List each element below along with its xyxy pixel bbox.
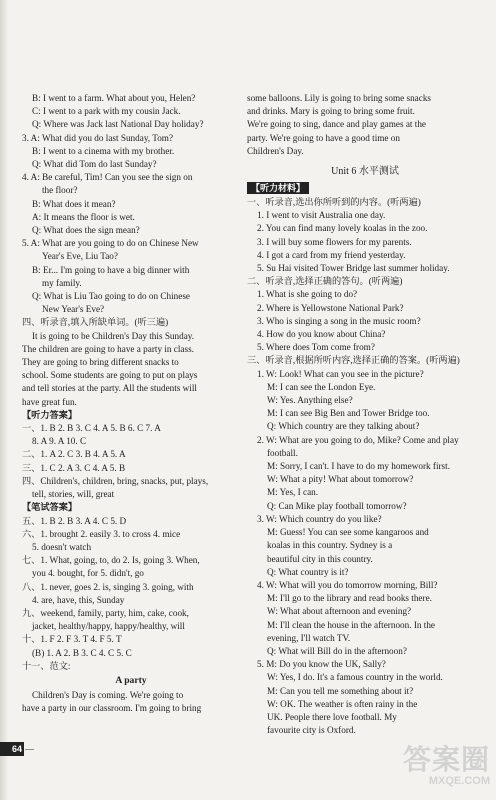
text-line: Q: What is Liu Tao going to do on Chinese [32, 291, 190, 302]
text-line: Q: What will Bill do in the afternoon? [267, 645, 407, 656]
essay-continued-line: Children's Day. [247, 145, 304, 156]
text-line: C: I went to a park with my cousin Jack. [32, 106, 181, 117]
text-line: 三、听录音,根据所听内容,选择正确的答案。(听两遍) [247, 355, 460, 366]
text-line: B: Er... I'm going to have a big dinner with [32, 264, 190, 275]
page-number: 64 [0, 742, 24, 756]
text-line: M: Guess! You can see some kangaroos and [267, 527, 429, 538]
text-line: 九、weekend, family, party, him, cake, cook, [22, 607, 189, 618]
text-line: 4. I got a card from my friend yesterday. [257, 249, 406, 260]
text-line: M: I'll go to the library and read books there. [267, 593, 432, 604]
text-line: Q: What did Tom do last Sunday? [32, 159, 157, 170]
text-line: 八、1. never, goes 2. is, singing 3. going, with [22, 581, 194, 592]
watermark-logo-text: 答案圈 [402, 744, 490, 775]
text-line: 四、Children's, children, bring, snacks, put, plays, [22, 475, 209, 486]
text-line: 3. Who is singing a song in the music room? [257, 315, 421, 326]
text-line: B: I went to a cinema with my brother. [32, 145, 175, 156]
text-line: jacket, healthy/happy, happy/healthy, will [32, 621, 185, 632]
text-line: 3. W: Which country do you like? [257, 513, 382, 524]
text-line: W: Yes. Anything else? [267, 395, 353, 406]
text-line: B: I went to a farm. What about you, Helen? [32, 93, 196, 103]
text-line: M: Yes, I can. [267, 487, 319, 498]
watermark [403, 745, 490, 787]
text-line: 【笔试答案】 [22, 502, 78, 513]
text-line: 5. Where does Tom come from? [257, 342, 375, 353]
text-line: 四、听录音,填入所缺单词。(听三遍) [22, 317, 169, 328]
text-line: M: Can you tell me something about it? [267, 685, 414, 696]
text-line: UK. People there love football. My [267, 711, 397, 722]
text-line: M: I can see Big Ben and Tower Bridge too. [267, 408, 430, 419]
text-line: (B) 1. A 2. B 3. C 4. C 5. C [32, 647, 132, 658]
text-line: 5. doesn't watch [32, 541, 92, 552]
text-line: 3. A: What did you do last Sunday, Tom? [22, 132, 174, 143]
text-line: 4. are, have, this, Sunday [32, 594, 125, 605]
essay-continued-line: some balloons. Lily is going to bring some snacks [247, 93, 431, 103]
text-line: Q: What does the sign mean? [32, 225, 140, 236]
text-line: Q: What country is it? [267, 566, 349, 577]
text-line: school. Some students are going to put on plays [22, 370, 198, 381]
text-line: koalas in this country. Sydney is a [267, 540, 393, 551]
text-line: New Year's Eve? [42, 304, 105, 315]
text-line: 五、1. B 2. B 3. A 4. C 5. D [22, 515, 127, 526]
text-line: 3. I will buy some flowers for my parents. [257, 236, 412, 247]
essay-continued-line: We're going to sing, dance and play games at the [247, 119, 426, 130]
text-line: 2. You can find many lovely koalas in the zoo. [257, 223, 428, 234]
text-line: favourite city is Oxford. [267, 725, 356, 736]
text-line: A: It means the floor is wet. [32, 211, 135, 222]
text-line: 4. W: What will you do tomorrow morning, Bill? [257, 579, 438, 590]
essay-continued-line: party. We're going to have a good time on [247, 132, 400, 143]
text-line: 2. W: What are you going to do, Mike? Come and play [257, 434, 459, 445]
text-line: 1. What is she going to do? [257, 289, 358, 300]
text-line: M: Sorry, I can't. I have to do my homework first. [267, 461, 450, 472]
text-line: 七、1. What, going, to, do 2. Is, going 3. When, [22, 555, 200, 566]
text-line: 三、1. C 2. A 3. C 4. A 5. B [22, 462, 126, 473]
text-line: football. [267, 447, 298, 458]
essay-continued-line: and drinks. Mary is going to bring some fruit. [247, 106, 415, 117]
text-line: M: I can see the London Eye. [267, 381, 376, 392]
text-line: tell, stories, will, great [32, 489, 115, 500]
unit-title: Unit 6 水平测试 [331, 166, 399, 178]
essay-line: have a party in our classroom. I'm going to bring [22, 703, 202, 714]
text-line: W: Yes, I do. It's a famous country in the world. [267, 672, 443, 683]
text-line: The children are going to have a party in class. [22, 343, 194, 354]
text-line: They are going to bring different snacks to [22, 357, 179, 368]
text-line: B: What does it mean? [32, 198, 116, 209]
text-line: 1. W: Look! What can you see in the picture? [257, 368, 424, 379]
text-line: 5. A: What are you going to do on Chinese New [22, 238, 199, 249]
text-line: have great fun. [22, 396, 77, 407]
left-column [22, 92, 240, 715]
text-line: 二、1. A 2. C 3. B 4. A 5. A [22, 449, 126, 460]
text-line: 一、1. B 2. B 3. C 4. A 5. B 6. C 7. A [22, 423, 161, 434]
text-line: 二、听录音,选择正确的答句。(听两遍) [247, 276, 403, 287]
text-line: W: What a pity! What about tomorrow? [267, 474, 414, 485]
text-line: 4. How do you know about China? [257, 329, 386, 340]
section-heading-row [247, 180, 483, 196]
watermark-url: MXQE.COM [428, 775, 490, 787]
text-line: Q: Which country are they talking about? [267, 421, 420, 432]
text-line: M: I'll clean the house in the afternoon. In the [267, 619, 435, 630]
text-line: W: What about afternoon and evening? [267, 606, 412, 617]
text-line: Q: Where was Jack last National Day holiday? [32, 119, 204, 130]
text-line: 1. I went to visit Australia one day. [257, 210, 386, 221]
text-line: Year's Eve, Liu Tao? [42, 251, 118, 262]
text-line: the floor? [42, 185, 78, 196]
text-line: 六、1. brought 2. easily 3. to cross 4. mice [22, 528, 181, 539]
right-column [247, 92, 483, 737]
text-line: 十一、范文: [22, 660, 71, 671]
text-line: Q: Can Mike play football tomorrow? [267, 500, 407, 511]
text-line: you 4. bought, for 5. didn't, go [32, 568, 144, 579]
text-line: 5. M: Do you know the UK, Sally? [257, 659, 386, 670]
text-line: It is going to be Children's Day this Sunday. [32, 330, 195, 341]
text-line: 5. Su Hai visited Tower Bridge last summer holiday. [257, 263, 450, 274]
section-heading: 【听力材料】 [247, 182, 309, 194]
text-line: my family. [42, 277, 82, 288]
text-line: 【听力答案】 [22, 409, 78, 420]
text-line: 一、听录音,选出你所听到的内容。(听两遍) [247, 197, 421, 208]
text-line: W: OK. The weather is often rainy in the [267, 698, 418, 709]
text-line: 2. Where is Yellowstone National Park? [257, 302, 404, 313]
text-line: evening, I'll watch TV. [267, 632, 351, 643]
text-line: 十、1. F 2. F 3. T 4. F 5. T [22, 634, 122, 645]
page-binding-shadow [0, 0, 8, 800]
text-line: 4. A: Be careful, Tim! Can you see the sign on [22, 172, 193, 183]
essay-title: A party [115, 674, 147, 686]
text-line: 8. A 9. A 10. C [32, 436, 87, 447]
essay-line: Children's Day is coming. We're going to [32, 689, 184, 700]
text-line: and tell stories at the party. All the students will [22, 383, 197, 394]
page-number-dash: — [25, 744, 34, 754]
text-line: beautiful city in this country. [267, 553, 373, 564]
